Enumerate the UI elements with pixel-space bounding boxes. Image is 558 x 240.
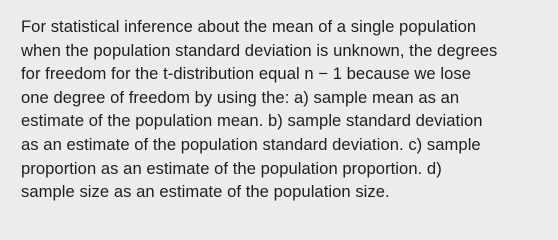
question-text: [21, 15, 540, 204]
question-line: sample size as an estimate of the population size.: [21, 182, 390, 202]
question-line: as an estimate of the population standard deviation. c) sample: [21, 134, 481, 154]
question-line: one degree of freedom by using the: a) sample mean as an: [21, 87, 460, 107]
question-line: for freedom for the t-distribution equal n − 1 because we lose: [21, 64, 472, 84]
question-line: estimate of the population mean. b) sample standard deviation: [21, 111, 483, 131]
question-line: For statistical inference about the mean of a single population: [21, 17, 477, 36]
question-line: when the population standard deviation is unknown, the degrees: [21, 40, 498, 60]
question-line: proportion as an estimate of the population proportion. d): [21, 158, 442, 178]
